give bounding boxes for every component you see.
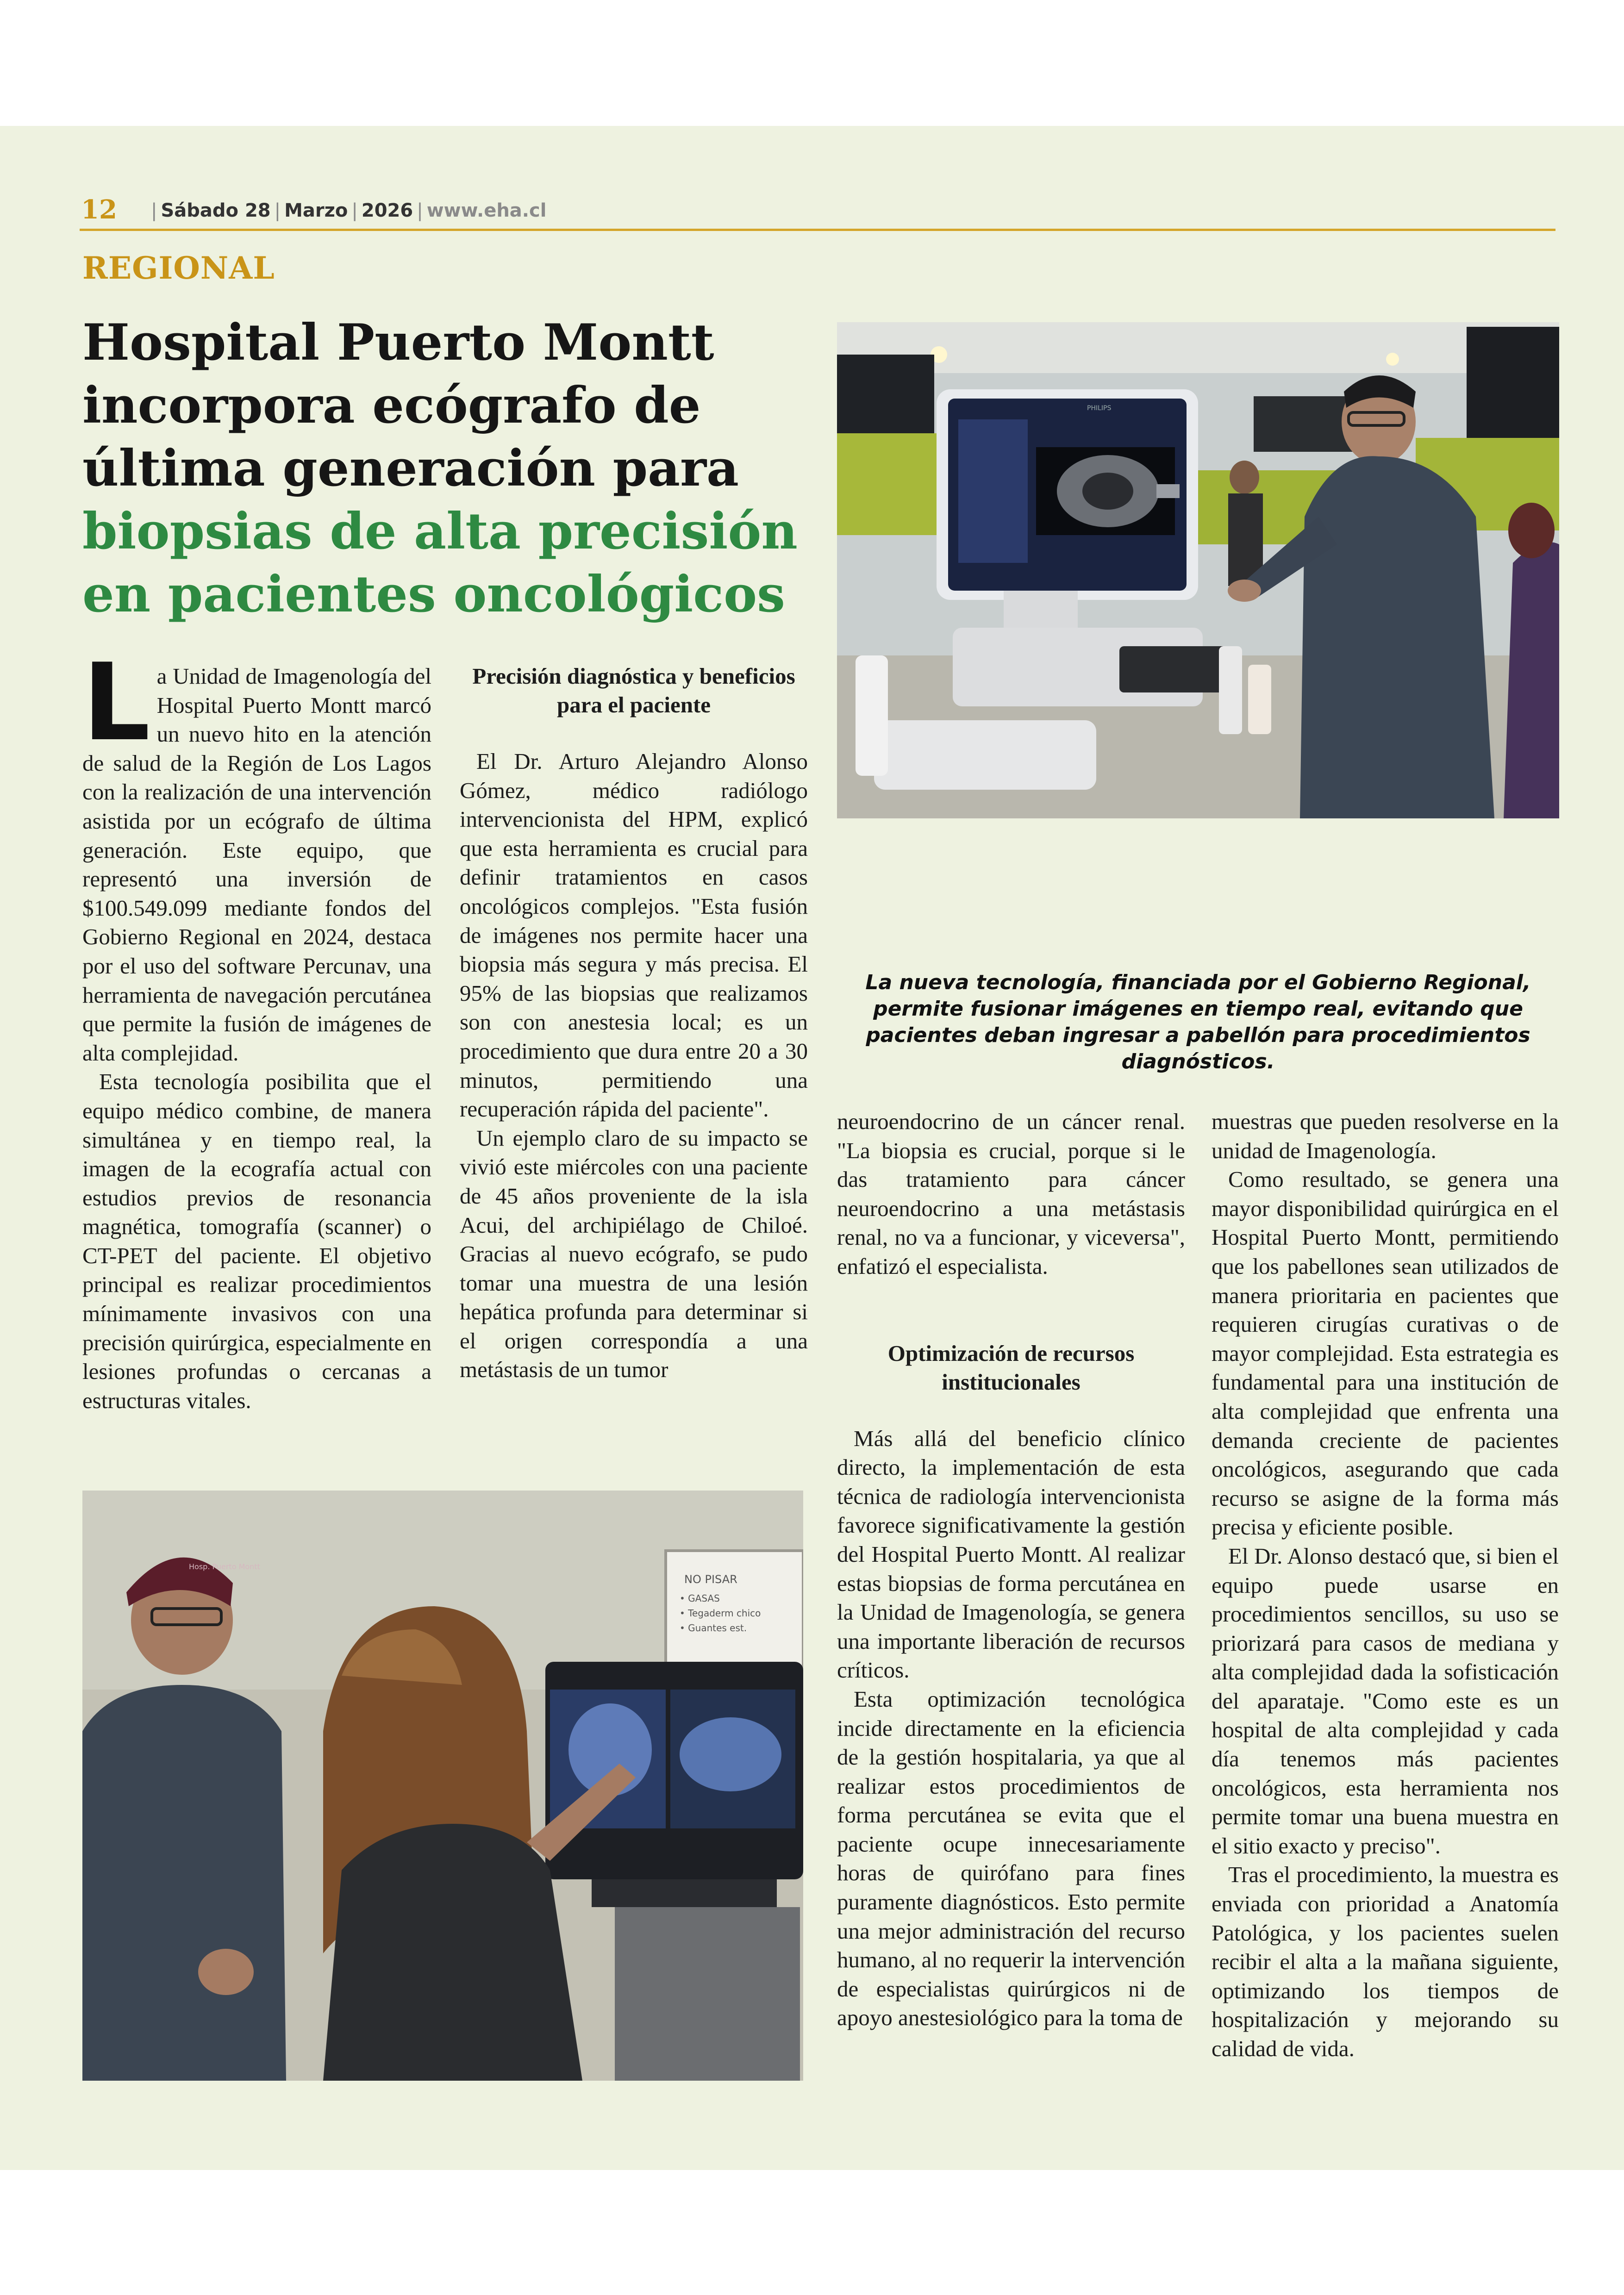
col4-paragraph-4: Tras el procedimiento, la muestra es enviada con prioridad a Anatomía Patológica, y los pacientes suelen recibir el alta a la mañana siguiente, optimizando los tiempos de hospitalización y mejorando su calidad de vida. bbox=[1212, 1862, 1559, 2061]
monitor-brand: PHILIPS bbox=[1087, 405, 1112, 412]
headline bbox=[82, 311, 823, 626]
col3-paragraph-1: neuroendocrino de un cáncer renal. "La biopsia es crucial, porque si le das tratamiento para cáncer neuroendocrino a una metástasis renal, no va a funcionar, y viceversa", enfatizó el especialista. bbox=[837, 1109, 1185, 1279]
col4-paragraph-2: Como resultado, se genera una mayor disponibilidad quirúrgica en el Hospital Puerto Montt, permitiendo que los pabellones sean utilizados de manera prioritaria en pacientes que requieren cirugías curativas o de mayor complejidad. Esta estrategia es fundamental para una institución de alta complejidad que enfrenta una demanda creciente de pacientes oncológicos, asegurando que cada recurso se asigne de la forma más precisa y eficiente posible. bbox=[1212, 1166, 1559, 1540]
drop-cap: L bbox=[82, 641, 150, 765]
header-divider bbox=[80, 229, 1555, 231]
header-year: 2026 bbox=[361, 200, 413, 221]
board-line-2: • GASAS bbox=[680, 1593, 720, 1604]
spacer bbox=[460, 719, 808, 747]
spacer bbox=[837, 1397, 1185, 1424]
header-website[interactable]: www.eha.cl bbox=[426, 200, 547, 221]
col3-paragraph-3: Esta optimización tecnológica incide directamente en la eficiencia de la gestión hospitalaria, ya que al realizar estos procedimientos de forma percutánea se evita que el paciente ocupe innecesariamente horas de quirófano para fines puramente diagnósticos. Esto permite una mejor administración del recurso humano, al no requerir la intervención de especialistas quirúrgicos ni de apoyo anestesiológico para la toma de bbox=[837, 1686, 1185, 2031]
page-header-info: | Sábado 28 | Marzo | 2026 | www.eha.cl bbox=[151, 200, 547, 221]
board-line-3: • Tegaderm chico bbox=[680, 1608, 761, 1619]
photo-doctor-ultrasound bbox=[837, 322, 1559, 818]
col2-paragraph-2: Un ejemplo claro de su impacto se vivió este miércoles con una paciente de 45 años proveniente de la isla Acui, del archipiélago de Chiloé. Gracias al nuevo ecógrafo, se pudo tomar una muestra de una lesión hepática profunda para determinar si el origen correspondía a una metástasis de un tumor bbox=[460, 1125, 808, 1383]
spacer bbox=[837, 1281, 1185, 1339]
col2-paragraph-1: El Dr. Arturo Alejandro Alonso Gómez, médico radiólogo intervencionista del HPM, explicó que esta herramienta es crucial para definir tratamientos en casos oncológicos complejos. "Esta fusión de imágenes nos permite hacer una biopsia más segura y más precisa. El 95% de las biopsias que realizamos son con anestesia local; es un procedimiento que dura entre 20 a 30 minutos, permitiendo una recuperación rápida del paciente". bbox=[460, 748, 808, 1122]
header-month: Marzo bbox=[284, 200, 348, 221]
col1-paragraph-1: a Unidad de Imagenología del Hospital Puerto Montt marcó un nuevo hito en la atención de salud de la Región de Los Lagos con la realización de una intervención asistida por un ecógrafo de última generación. Este equipo, que representó una inversión de $100.549.099 mediante fondos del Gobierno Regional en 2024, destaca por el uso del software Percunav, una herramienta de navegación percutánea que permite la fusión de imágenes de alta complejidad. bbox=[82, 663, 431, 1066]
photo-ultrasound-procedure bbox=[82, 1491, 803, 2081]
article-intro bbox=[82, 641, 431, 1067]
newspaper-page bbox=[0, 126, 1624, 2170]
cap-embroidery: Hosp. Puerto Montt bbox=[189, 1562, 260, 1571]
page-number: 12 bbox=[81, 194, 117, 225]
section-label: REGIONAL bbox=[82, 250, 275, 286]
col4-paragraph-3: El Dr. Alonso destacó que, si bien el equipo puede usarse en procedimientos sencillos, su uso se priorizará para casos de mediana y alta complejidad dada la sofisticación del aparataje. "Como este es un hospital de alta complejidad y cada día tenemos más pacientes oncológicos, esta herramienta nos permite tomar una buena muestra en el sitio exacto y preciso". bbox=[1212, 1543, 1559, 1858]
article-column-1 bbox=[82, 641, 431, 1415]
headline-green: biopsias de alta precisión en pacientes oncológicos bbox=[82, 502, 798, 624]
subhead-optimization: Optimización de recursos institucionales bbox=[887, 1340, 1135, 1395]
headline-dark: Hospital Puerto Montt incorpora ecógrafo de última generación para bbox=[82, 313, 739, 498]
board-line-4: • Guantes est. bbox=[680, 1622, 747, 1634]
article-column-2 bbox=[460, 662, 808, 1384]
article-column-4 bbox=[1212, 1107, 1559, 2064]
col3-paragraph-2: Más allá del beneficio clínico directo, la implementación de esta técnica de radiología intervencionista favorece significativamente la gestión del Hospital Puerto Montt. Al realizar estas biopsias de forma percutánea en la Unidad de Imagenología, se genera una importante liberación de recursos críticos. bbox=[837, 1425, 1185, 1683]
subhead-precision: Precisión diagnóstica y beneficios para el paciente bbox=[472, 663, 795, 717]
col1-paragraph-2: Esta tecnología posibilita que el equipo médico combine, de manera simultánea y en tiempo real, la imagen de la ecografía actual con estudios previos de resonancia magnética, tomografía (scanner) o CT-PET del paciente. El objetivo principal es realizar procedimientos mínimamente invasivos con una precisión quirúrgica, especialmente en lesiones profundas o cercanas a estructuras vitales. bbox=[82, 1069, 431, 1413]
article-column-3 bbox=[837, 1107, 1185, 2033]
photo-caption: La nueva tecnología, financiada por el Gobierno Regional, permite fusionar imágenes en tiempo real, evitando que pacientes deban ingresar a pabellón para procedimientos diagnósticos. bbox=[865, 971, 1531, 1073]
board-line-1: NO PISAR bbox=[684, 1573, 737, 1586]
header-day: Sábado 28 bbox=[161, 200, 271, 221]
col4-paragraph-1: muestras que pueden resolverse en la unidad de Imagenología. bbox=[1212, 1109, 1559, 1163]
